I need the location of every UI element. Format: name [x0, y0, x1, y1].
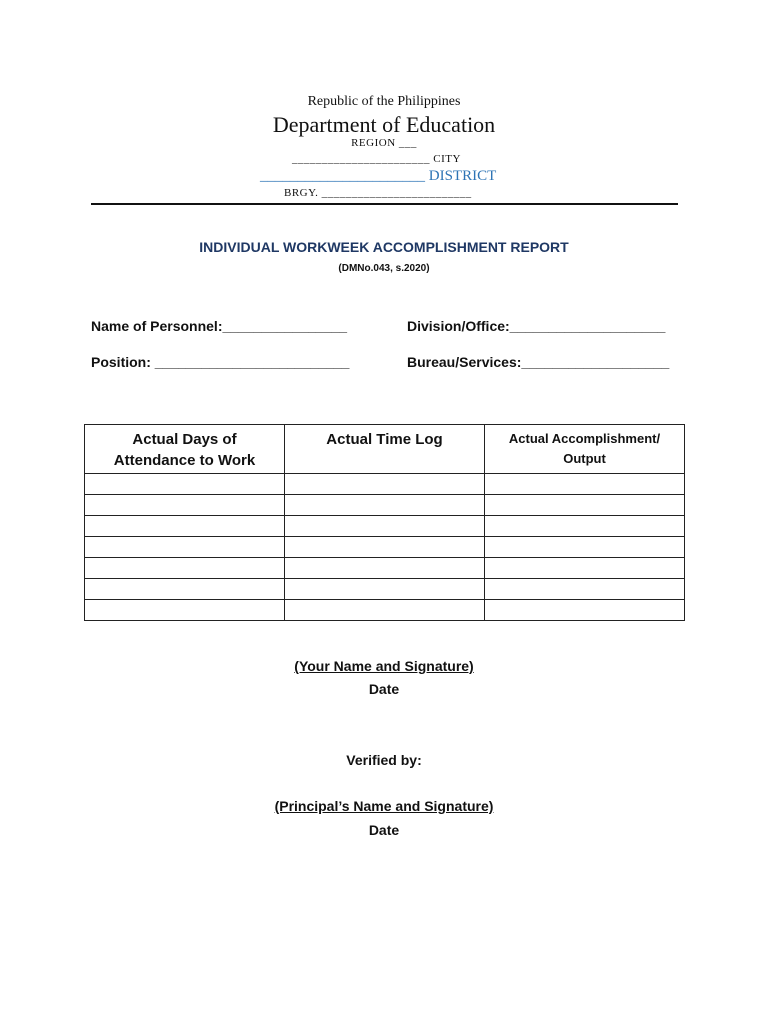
column-header-line: Actual Days of: [132, 431, 237, 448]
table-cell[interactable]: [485, 474, 685, 495]
bureau-services-field: Bureau/Services:___________________: [407, 354, 670, 370]
table-cell[interactable]: [85, 537, 285, 558]
city-blank: _______________________: [292, 153, 430, 165]
column-header-line: Actual Accomplishment/: [508, 431, 661, 446]
table-row: [85, 579, 685, 600]
district-blank: ______________________: [260, 168, 425, 184]
table-cell[interactable]: [285, 600, 485, 621]
column-header-attendance: [85, 425, 285, 474]
table-cell[interactable]: [485, 537, 685, 558]
table-cell[interactable]: [85, 600, 285, 621]
division-office-field: Division/Office:____________________: [407, 318, 666, 334]
column-header-time-log: [285, 425, 485, 474]
table-body: [85, 474, 685, 621]
table-row: [85, 474, 685, 495]
table-row: [85, 537, 685, 558]
table-row: [85, 600, 685, 621]
table-row: [85, 516, 685, 537]
table-cell[interactable]: [85, 474, 285, 495]
table-header-row: [85, 425, 685, 474]
region-line: REGION ___: [351, 137, 417, 149]
table-cell[interactable]: [285, 474, 485, 495]
table-cell[interactable]: [485, 579, 685, 600]
position-field: Position: _________________________: [91, 354, 350, 370]
table-row: [85, 495, 685, 516]
table-cell[interactable]: [485, 495, 685, 516]
principal-signature-line: (Principal’s Name and Signature): [274, 798, 494, 814]
table-cell[interactable]: [85, 558, 285, 579]
table-cell[interactable]: [285, 516, 485, 537]
table-cell[interactable]: [285, 495, 485, 516]
table-cell[interactable]: [85, 516, 285, 537]
verified-by-label: Verified by:: [346, 752, 422, 768]
column-header-line: Output: [563, 451, 606, 466]
table-cell[interactable]: [485, 558, 685, 579]
table-row: [85, 558, 685, 579]
name-of-personnel-field: Name of Personnel:________________: [91, 318, 348, 334]
district-label: DISTRICT: [425, 168, 497, 184]
report-title: INDIVIDUAL WORKWEEK ACCOMPLISHMENT REPORT: [199, 239, 569, 255]
column-header-accomplishment: [485, 425, 685, 474]
table-cell[interactable]: [285, 537, 485, 558]
column-header-line: Attendance to Work: [113, 452, 256, 469]
column-header-line: Actual Time Log: [326, 431, 443, 448]
date-label: Date: [368, 822, 400, 838]
date-label: Date: [368, 681, 400, 697]
memo-reference: (DMNo.043, s.2020): [338, 263, 430, 274]
department-heading: Department of Education: [272, 112, 496, 137]
district-line: [260, 168, 496, 185]
your-name-signature-line: (Your Name and Signature): [294, 658, 474, 674]
table-cell[interactable]: [485, 600, 685, 621]
city-label: CITY: [430, 153, 461, 165]
header-divider: [91, 203, 678, 205]
barangay-line: BRGY. _________________________: [284, 187, 472, 199]
city-line: [292, 153, 461, 165]
table-cell[interactable]: [285, 558, 485, 579]
table-cell[interactable]: [485, 516, 685, 537]
table-cell[interactable]: [285, 579, 485, 600]
table-cell[interactable]: [85, 579, 285, 600]
table-cell[interactable]: [85, 495, 285, 516]
republic-heading: Republic of the Philippines: [307, 94, 461, 109]
accomplishment-table: [84, 424, 685, 621]
